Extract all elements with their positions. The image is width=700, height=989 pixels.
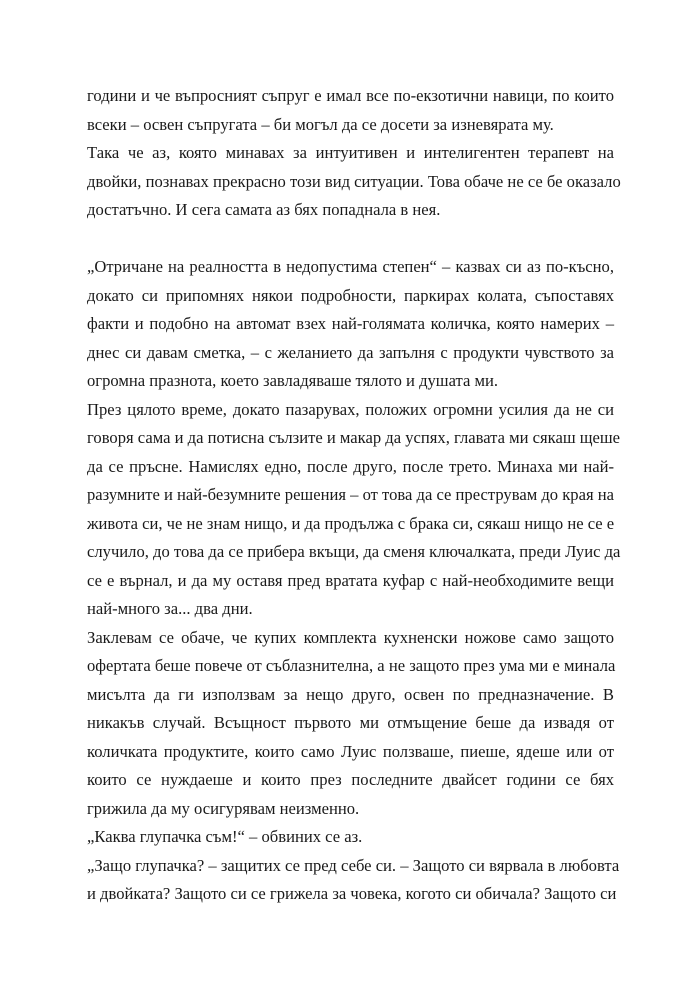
body-text [87, 82, 621, 909]
text-line: днес си давам сметка, – с желанието да запълня с продукти чувството за [87, 342, 614, 362]
text-line: най-много за... два дни. [87, 599, 253, 618]
text-line: достатъчно. И сега самата аз бях попаднала в нея. [87, 200, 441, 219]
text-line: „Защо глупачка? – защитих се пред себе си. – Защото си вярвала в любовта [87, 855, 620, 875]
text-line: всеки – освен съпругата – би могъл да се досети за изневярата му. [87, 114, 554, 134]
text-line: Така че аз, която минавах за интуитивен и интелигентен терапевт на [87, 143, 614, 162]
text-line: „Отричане на реалността в недопустима степен“ – казвах си аз по-късно, [87, 257, 614, 276]
blank-line [87, 225, 614, 254]
text-line: докато си припомнях някои подробности, паркирах колата, съпоставях [87, 285, 614, 305]
text-line: факти и подобно на автомат взех най-голямата количка, която намерих – [87, 314, 614, 333]
text-line: и двойката? Защото си се грижела за човека, когото си обичала? Защото си [87, 884, 617, 903]
text-line: които се нуждаеше и които през последните двайсет години се бях [87, 770, 614, 789]
text-line: двойки, познавах прекрасно този вид ситуации. Това обаче не се бе оказало [87, 171, 621, 191]
text-line: количката продуктите, които само Луис ползваше, пиеше, ядеше или от [87, 741, 614, 761]
text-line: се е върнал, и да му оставя пред вратата куфар с най-необходимите вещи [87, 570, 614, 590]
text-line: През цялото време, докато пазарувах, положих огромни усилия да не си [87, 399, 614, 419]
text-line: случило, до това да се прибера вкъщи, да сменя ключалката, преди Луис да [87, 542, 621, 561]
text-line: огромна празнота, което завладяваше тялото и душата ми. [87, 371, 499, 390]
text-line: говоря сама и да потисна сълзите и макар да успях, главата ми сякаш щеше [87, 428, 621, 447]
text-line: живота си, че не знам нищо, и да продължа с брака си, сякаш нищо не се е [87, 513, 615, 533]
text-line: мисълта да ги използвам за нещо друго, освен по предназначение. В [87, 684, 614, 704]
text-line: грижила да му осигурявам неизменно. [87, 798, 360, 818]
text-line: офертата беше повече от съблазнителна, а не защото през ума ми е минала [87, 656, 616, 675]
text-line: години и че въпросният съпруг е имал все по-екзотични навици, по които [87, 86, 614, 105]
text-line: да се пръсне. Намислях едно, после друго, после трето. Минаха ми най- [87, 456, 614, 476]
text-line: разумните и най-безумните решения – от това да се преструвам до края на [87, 485, 614, 504]
text-line: никакъв случай. Всъщност първото ми отмъщение беше да извадя от [87, 713, 614, 732]
text-line: „Каква глупачка съм!“ – обвиних се аз. [87, 827, 363, 846]
text-line: Заклевам се обаче, че купих комплекта кухненски ножове само защото [87, 627, 614, 647]
